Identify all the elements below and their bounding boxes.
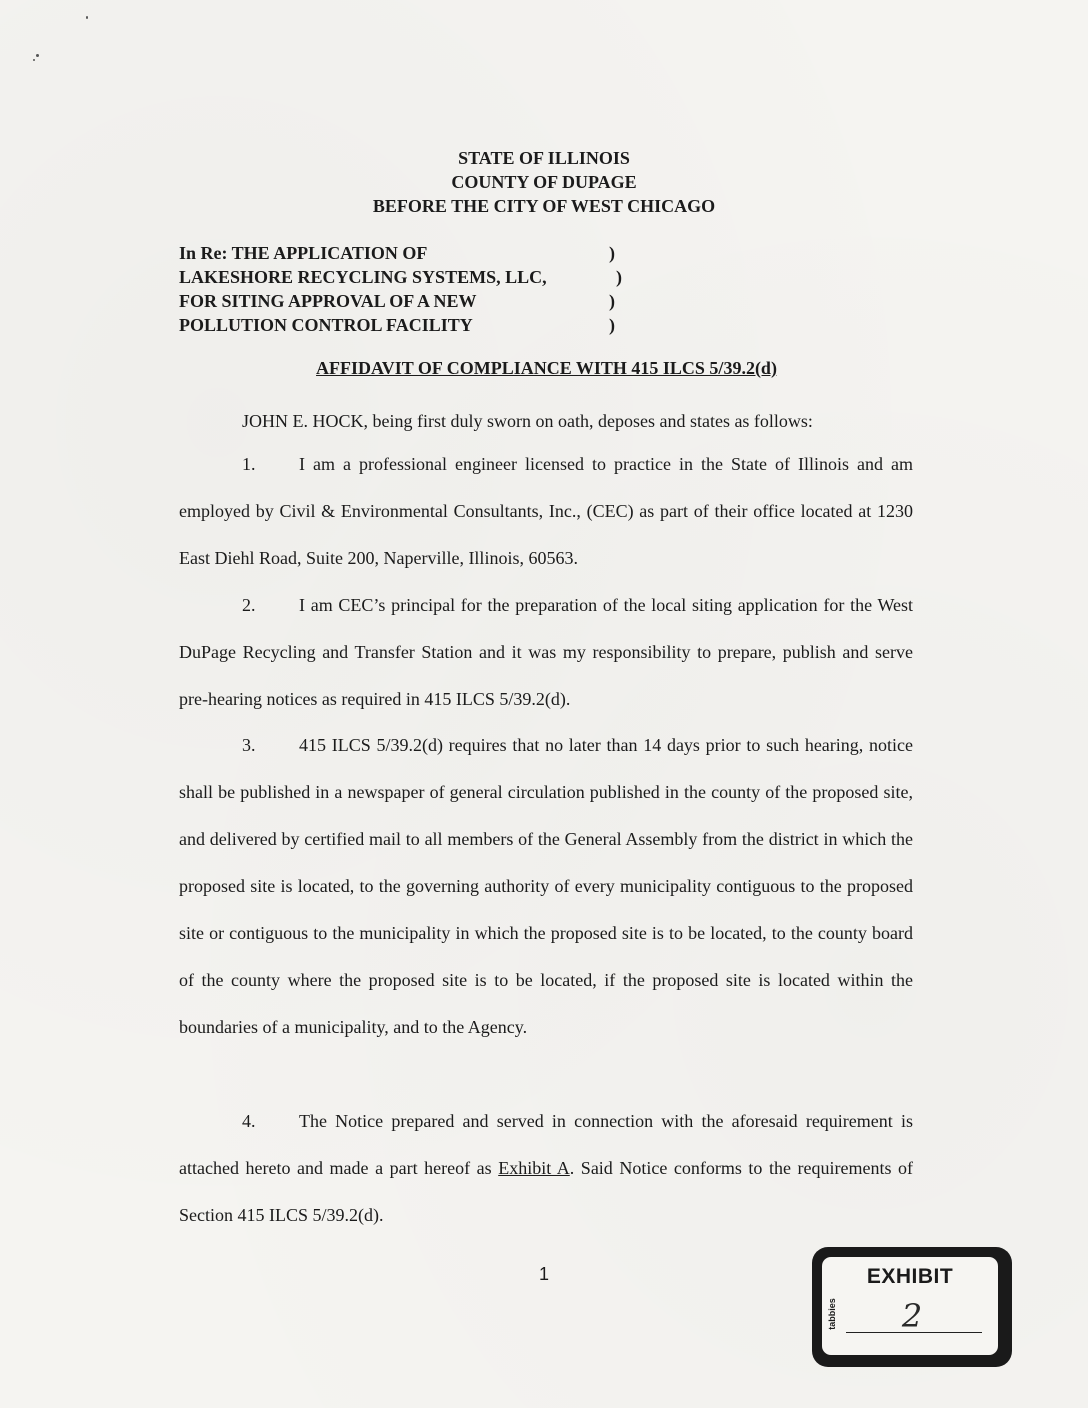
paragraph-2 (179, 582, 913, 723)
affidavit-title-text: AFFIDAVIT OF COMPLIANCE WITH 415 ILCS 5/39.2(d) (316, 358, 777, 378)
paragraph-text: I am a professional engineer licensed to practice in the State of Illinois and am employed by Civil & Environmental Consultants, Inc., (CEC) as part of their office located at 1230 East Diehl Road, Suite 200, Naperville, Illinois, 60563. (179, 454, 913, 568)
paragraph-number: 2. (242, 595, 256, 615)
paragraph-text: I am CEC’s principal for the preparation of the local siting application for the West DuPage Recycling and Transfer Station and it was my responsibility to prepare, publish and serve pre-hearing notices as required in 415 ILCS 5/39.2(d). (179, 595, 913, 709)
paragraph-number: 1. (242, 454, 256, 474)
caption-paren: ) (616, 267, 622, 287)
paragraph-text-end: . Said Notice conforms to the requirements of Section 415 ILCS 5/39.2(d). (179, 1158, 913, 1225)
paragraph-text: The Notice prepared and served in connection with the aforesaid requirement is attached hereto and made a part hereof as (179, 1111, 913, 1178)
paragraph-1 (179, 441, 913, 582)
page-number: 1 (538, 1264, 549, 1284)
affidavit-title (0, 356, 1088, 380)
header-venue: BEFORE THE CITY OF WEST CHICAGO (372, 196, 716, 216)
exhibit-a-reference: Exhibit A (498, 1158, 570, 1178)
paragraph-text: 415 ILCS 5/39.2(d) requires that no later than 14 days prior to such hearing, notice shall be published in a newspaper of general circulation published in the county of the proposed site, and delivered by certified mail to all members of the General Assembly from the district in which the proposed site is located, to the governing authority of every municipality contiguous to the proposed site or contiguous to the municipality in which the proposed site is to be located, to the county board of the county where the proposed site is to be located, if the proposed site is located within the boundaries of a municipality, and to the Agency. (179, 735, 913, 1037)
exhibit-sticker-title: EXHIBIT (866, 1265, 954, 1288)
caption-text: POLLUTION CONTROL FACILITY (179, 315, 473, 335)
caption-paren: ) (609, 315, 615, 335)
case-caption (179, 241, 622, 337)
caption-line (179, 265, 622, 289)
exhibit-sticker-number: 2 (901, 1297, 923, 1335)
caption-paren: ) (609, 243, 615, 263)
paragraph-number: 4. (242, 1111, 256, 1131)
exhibit-sticker (812, 1247, 1012, 1367)
caption-text: In Re: THE APPLICATION OF (179, 243, 428, 263)
header-state: STATE OF ILLINOIS (458, 148, 630, 168)
caption-text: LAKESHORE RECYCLING SYSTEMS, LLC, (179, 267, 547, 287)
caption-line (179, 289, 615, 313)
paragraph-3 (179, 722, 913, 1051)
caption-line (179, 313, 615, 337)
court-header (0, 146, 1088, 218)
caption-paren: ) (609, 291, 615, 311)
caption-line (179, 241, 615, 265)
intro-paragraph: JOHN E. HOCK, being first duly sworn on oath, deposes and states as follows: (242, 411, 813, 431)
header-county: COUNTY OF DUPAGE (451, 172, 637, 192)
paragraph-number: 3. (242, 735, 256, 755)
exhibit-sticker-line (846, 1332, 982, 1333)
paragraph-4 (179, 1098, 913, 1239)
exhibit-sticker-brand: tabbies (826, 1298, 837, 1330)
exhibit-sticker-face (822, 1257, 998, 1355)
caption-text: FOR SITING APPROVAL OF A NEW (179, 291, 477, 311)
